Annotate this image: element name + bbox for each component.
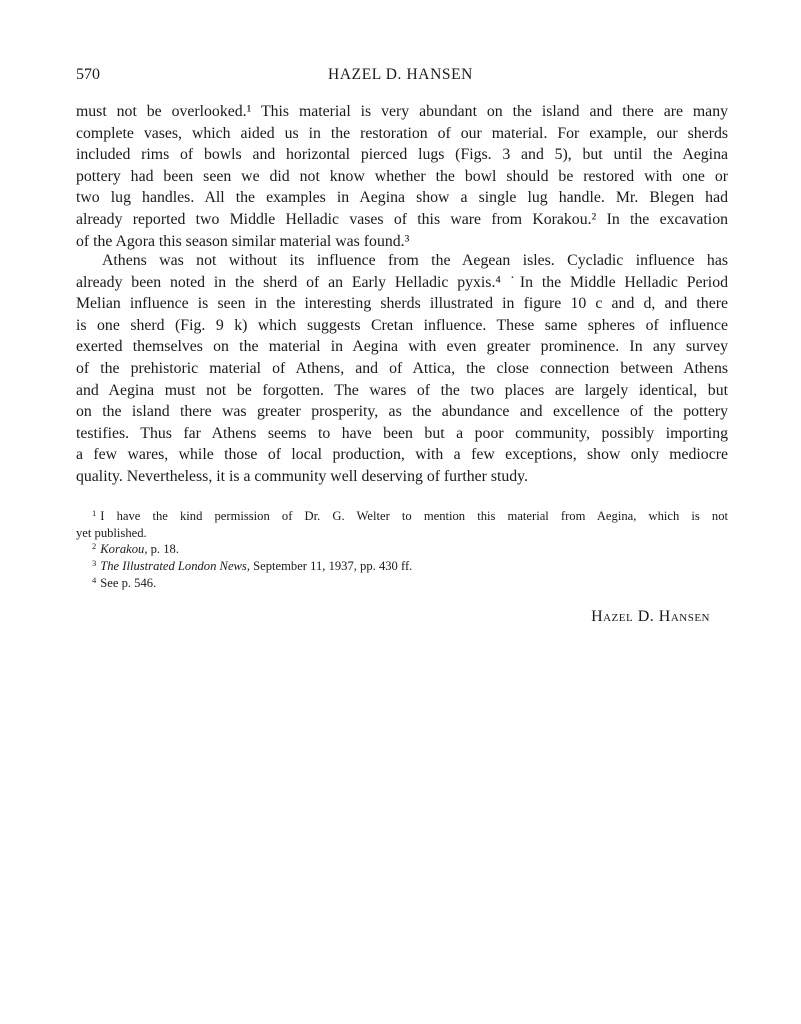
paragraph-2 [76, 250, 728, 488]
text-line: and Aegina must not be forgotten. The wares of the two places are largely identical, but [76, 381, 728, 399]
text-line: already been noted in the sherd of an Early Helladic pyxis.⁴ ˙In the Middle Helladic Period [76, 273, 728, 291]
paragraph-1 [76, 101, 728, 252]
text-line: quality. Nevertheless, it is a community well deserving of further study. [76, 467, 529, 485]
footnote-text: See p. 546. [100, 576, 157, 590]
footnote-number: 1 [92, 508, 97, 518]
footnote-3 [76, 558, 728, 575]
text-line: pottery had been seen we did not know whether the bowl should be restored with one or [76, 167, 728, 185]
text-line: exerted themselves on the material in Aegina with even greater prominence. In any survey [76, 338, 728, 356]
text-line: a few wares, while those of local production, with a few exceptions, show only mediocre [76, 446, 728, 464]
footnote-number: 3 [92, 558, 97, 568]
footnote-number: 4 [92, 575, 97, 585]
text-line: already reported two Middle Helladic vases of this ware from Korakou.² In the excavation [76, 210, 728, 228]
text-line: is one sherd (Fig. 9 k) which suggests Cretan influence. These same spheres of influence [76, 316, 728, 334]
text-line: included rims of bowls and horizontal pierced lugs (Figs. 3 and 5), but until the Aegina [76, 146, 728, 164]
footnote-4 [76, 575, 728, 592]
text-line: Athens was not without its influence from the Aegean isles. Cycladic influence has [102, 252, 728, 269]
text-line: two lug handles. All the examples in Aegina show a single lug handle. Mr. Blegen had [76, 189, 728, 207]
footnotes [76, 508, 728, 592]
footnote-title: The Illustrated London News [100, 559, 247, 573]
footnote-text: I have the kind permission of Dr. G. Welter to mention this material from Aegina, which is not [100, 509, 728, 523]
footnote-2 [76, 541, 728, 558]
text-line: testifies. Thus far Athens seems to have been but a poor community, possibly importing [76, 424, 728, 442]
author-signature: Hazel D. Hansen [591, 608, 710, 625]
footnote-1 [76, 508, 728, 525]
text-line: must not be overlooked.¹ This material is very abundant on the island and there are many [76, 103, 728, 120]
footnote-number: 2 [92, 541, 97, 551]
running-head: HAZEL D. HANSEN [328, 66, 473, 83]
footnote-title: Korakou [100, 542, 145, 556]
text-line: complete vases, which aided us in the restoration of our material. For example, our sherds [76, 124, 728, 142]
text-line: of the Agora this season similar material was found.³ [76, 232, 410, 250]
text-line: on the island there was greater prosperity, as the abundance and excellence of the pottery [76, 403, 728, 421]
footnote-text: , p. 18. [144, 542, 179, 556]
footnote-1-continuation: yet published. [76, 526, 147, 540]
text-line: Melian influence is seen in the interesting sherds illustrated in figure 10 c and d, and there [76, 295, 728, 313]
footnote-text: , September 11, 1937, pp. 430 ff. [246, 559, 413, 573]
page-number: 570 [76, 66, 100, 83]
text-line: of the prehistoric material of Athens, and of Attica, the close connection between Athens [76, 359, 728, 377]
